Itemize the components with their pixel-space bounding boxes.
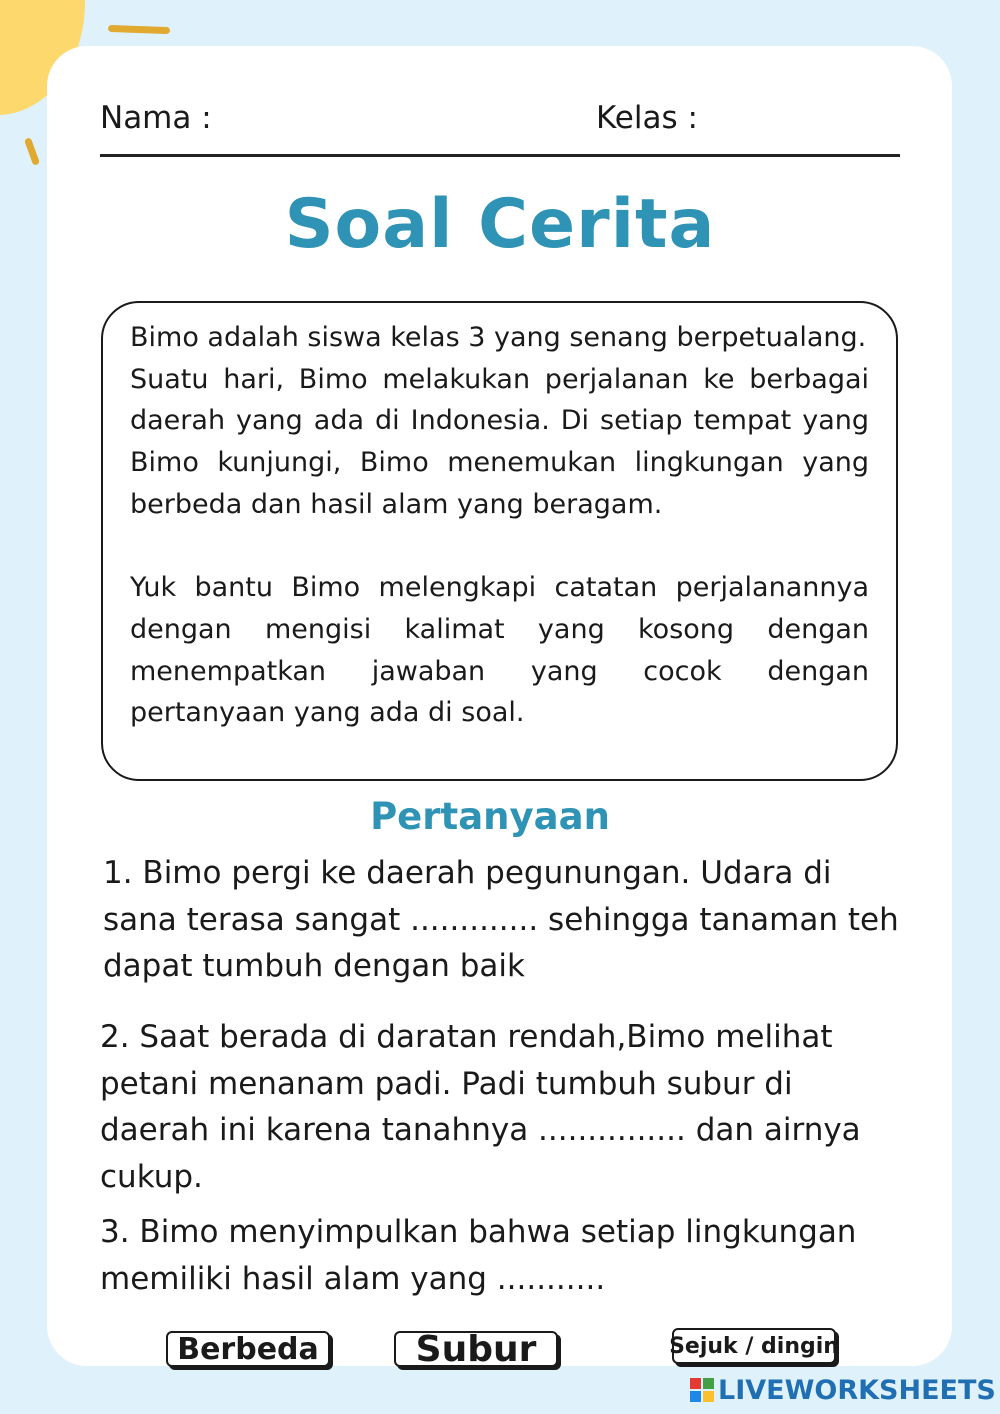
student-info-row (100, 100, 900, 140)
story-box (101, 301, 898, 781)
logo-square (703, 1378, 714, 1389)
question-3: 3. Bimo menyimpulkan bahwa setiap lingkungan memiliki hasil alam yang ........... (100, 1214, 857, 1297)
name-label: Nama : (100, 100, 212, 136)
story-paragraph: Suatu hari, Bimo melakukan perjalanan ke berbagai daerah yang ada di Indonesia. Di setiap tempat yang Bimo kunjungi, Bimo menemukan lingkungan yang berbeda dan hasil alam yang beragam. (130, 363, 869, 520)
answer-chip-subur[interactable]: Subur (394, 1331, 558, 1367)
answer-chip-berbeda[interactable]: Berbeda (166, 1331, 330, 1367)
logo-square (690, 1391, 701, 1402)
class-label: Kelas : (596, 100, 698, 136)
sun-ray (24, 137, 40, 166)
question-1: 1. Bimo pergi ke daerah pegunungan. Udara di sana terasa sangat ............. sehingga tanaman teh dapat tumbuh dengan baik (103, 855, 899, 984)
logo-square (703, 1391, 714, 1402)
sun-ray (108, 25, 170, 34)
page-title: Soal Cerita (284, 185, 716, 264)
story-paragraph: Yuk bantu Bimo melengkapi catatan perjalanannya dengan mengisi kalimat yang kosong dengan menempatkan jawaban yang cocok dengan pertanyaan yang ada di soal. (130, 572, 869, 729)
logo-grid-icon (690, 1378, 714, 1402)
questions-title: Pertanyaan (370, 795, 610, 838)
story-paragraph: Bimo adalah siswa kelas 3 yang senang berpetualang. (130, 322, 867, 353)
question-2: 2. Saat berada di daratan rendah,Bimo melihat petani menanam padi. Padi tumbuh subur di daerah ini karena tanahnya ............... dan airnya cukup. (100, 1019, 861, 1195)
brand-name: LIVEWORKSHEETS (718, 1374, 996, 1406)
header-underline (100, 154, 900, 157)
liveworksheets-logo (690, 1372, 996, 1408)
answer-chip-sejuk[interactable]: Sejuk / dingin (672, 1328, 836, 1364)
logo-square (690, 1378, 701, 1389)
